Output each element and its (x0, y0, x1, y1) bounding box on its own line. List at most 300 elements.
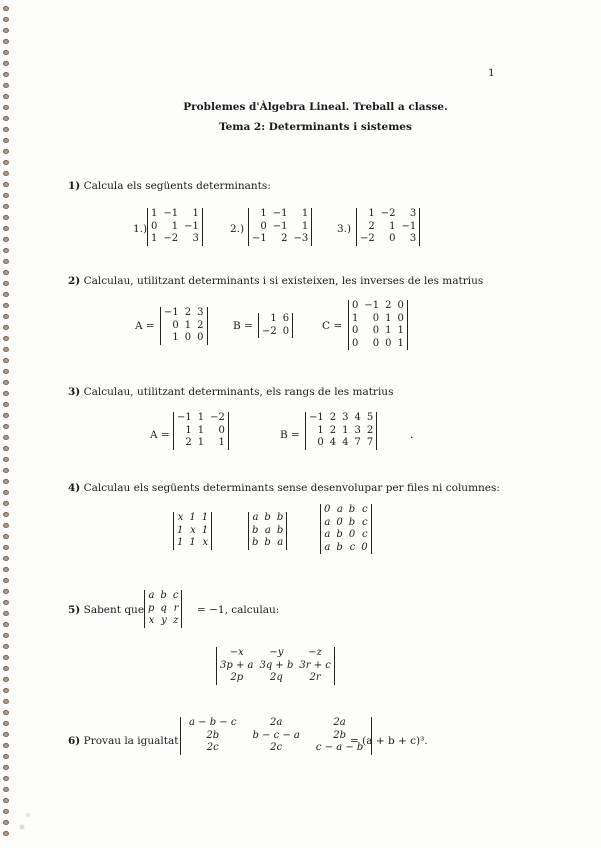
matrix-entry: b (336, 541, 343, 553)
binding-hole (3, 622, 9, 627)
matrix-entry: 1 (172, 332, 179, 343)
problem-3-end: . (410, 429, 414, 441)
problem-3-matrix-B (305, 412, 377, 450)
matrix-entry: b (276, 524, 284, 536)
binding-hole (3, 567, 9, 572)
matrix-entry: b (336, 529, 343, 540)
binding-hole (3, 644, 9, 649)
matrix-row (349, 300, 408, 313)
matrix-entry: 2a (333, 717, 346, 728)
binding-hole (3, 160, 9, 165)
matrix-entry: q (160, 602, 167, 614)
problem-4-text: Calculau els següents determinants sense desenvolupar per files ni columnes: (83, 482, 500, 494)
det-matrix (248, 512, 287, 550)
binding-hole (3, 94, 9, 99)
page-title: Problemes d'Àlgebra Lineal. Treball a classe. (183, 101, 448, 113)
matrix-row (148, 221, 203, 234)
binding-hole (3, 50, 9, 55)
matrix-entry: −2 (380, 208, 396, 219)
binding-hole (3, 347, 9, 352)
matrix-entry: 0 (348, 529, 356, 540)
matrix-row (357, 233, 420, 246)
problem-6-det (180, 717, 372, 755)
matrix-entry: 1 (260, 208, 267, 219)
binding-hole (3, 446, 9, 451)
matrix-entry: −y (269, 647, 284, 658)
matrix-row (217, 660, 335, 673)
matrix-entry: z (173, 615, 179, 626)
matrix-entry: −z (308, 647, 322, 658)
problem-6-text: Provau la igualtat (83, 735, 179, 747)
matrix-entry: 0 (397, 312, 404, 324)
matrix-entry: 2b (333, 729, 346, 741)
matrix-entry: 1 (301, 208, 309, 219)
matrix-row (321, 517, 372, 530)
binding-hole (3, 226, 9, 231)
matrix-row (249, 537, 287, 550)
matrix-row (349, 313, 408, 326)
binding-hole (3, 534, 9, 539)
matrix-entry: x (190, 524, 196, 536)
matrix-entry: −2 (210, 412, 225, 423)
problem-4-det-2 (248, 512, 287, 550)
matrix-entry: b − c − a (252, 729, 300, 741)
problem-4-heading (68, 482, 500, 494)
det-matrix (248, 208, 312, 246)
matrix-entry: 0 (218, 424, 225, 436)
matrix-entry: 1 (189, 537, 196, 548)
binding-hole (3, 512, 9, 517)
matrix-entry: c (349, 541, 356, 553)
matrix-entry: 2 (197, 319, 204, 331)
binding-hole (3, 28, 9, 33)
matrix-entry: 0 (282, 325, 290, 337)
matrix-row (174, 437, 229, 450)
problem-2-C-label: C = (322, 320, 343, 332)
binding-hole (3, 787, 9, 792)
matrix-entry: 3p + a (220, 659, 254, 671)
problem-6-result: = (a + b + c)³. (350, 735, 428, 747)
binding-hole (3, 600, 9, 605)
problem-4-number: 4) (68, 482, 81, 494)
paren-matrix (305, 412, 377, 450)
binding-hole (3, 259, 9, 264)
matrix-entry: 2c (270, 742, 283, 753)
matrix-row (181, 730, 372, 743)
problem-3-A-label: A = (150, 429, 170, 441)
matrix-entry: b (264, 537, 271, 548)
matrix-entry: 1 (270, 313, 277, 324)
matrix-entry: 2 (184, 307, 192, 318)
matrix-entry: 1 (385, 312, 392, 324)
matrix-entry: a (336, 504, 343, 515)
matrix-row (259, 326, 293, 339)
matrix-entry: c (172, 590, 179, 601)
binding-hole (3, 314, 9, 319)
problem-3-text: Calculau, utilitzant determinants, els rangs de les matrius (83, 386, 394, 398)
matrix-entry: 4 (354, 412, 361, 423)
matrix-entry: 4 (342, 437, 349, 448)
matrix-entry: 0 (197, 332, 204, 343)
matrix-row (321, 529, 372, 542)
matrix-entry: 0 (184, 332, 192, 343)
matrix-entry: x (177, 512, 184, 523)
binding-hole (3, 523, 9, 528)
matrix-row (181, 742, 372, 755)
binding-hole (3, 611, 9, 616)
binding-hole (3, 369, 9, 374)
binding-hole (3, 17, 9, 22)
matrix-entry: a (324, 541, 331, 553)
matrix-entry: p (148, 602, 155, 614)
matrix-entry: 1 (192, 208, 199, 219)
matrix-entry: 5 (366, 412, 374, 423)
matrix-entry: y (161, 615, 167, 626)
matrix-row (259, 313, 293, 326)
matrix-entry: 0 (397, 300, 404, 311)
problem-1-det-2 (248, 208, 312, 246)
binding-hole (3, 490, 9, 495)
matrix-entry: 0 (336, 516, 343, 528)
problem-1-label-3: 3.) (337, 223, 352, 235)
matrix-entry: 0 (352, 337, 359, 349)
matrix-entry: b (252, 537, 259, 548)
matrix-entry: −2 (360, 233, 375, 244)
matrix-entry: 2 (385, 300, 392, 311)
paren-matrix (173, 412, 229, 450)
binding-hole (3, 435, 9, 440)
matrix-entry: b (252, 524, 259, 536)
matrix-entry: 2c (206, 742, 219, 753)
matrix-row (148, 208, 203, 221)
matrix-entry: 1 (218, 437, 225, 448)
binding-hole (3, 72, 9, 77)
problem-5-heading (68, 604, 144, 616)
binding-hole (3, 171, 9, 176)
matrix-entry: 0 (317, 437, 324, 448)
matrix-entry: 1 (201, 512, 209, 523)
matrix-row (217, 672, 335, 685)
binding-hole (3, 633, 9, 638)
binding-hole (3, 83, 9, 88)
binding-hole (3, 248, 9, 253)
binding-hole (3, 677, 9, 682)
matrix-entry: 2b (206, 729, 220, 741)
binding-hole (3, 556, 9, 561)
matrix-entry: 2r (309, 672, 321, 683)
matrix-entry: 0 (352, 300, 359, 311)
problem-1-label-1: 1.) (133, 223, 148, 235)
binding-hole (3, 798, 9, 803)
matrix-entry: 0 (361, 541, 368, 553)
binding-hole (3, 479, 9, 484)
matrix-entry: −1 (309, 412, 324, 423)
matrix-entry: 1 (385, 325, 392, 336)
matrix-row (349, 338, 408, 351)
matrix-entry: 7 (366, 437, 374, 448)
matrix-row (145, 603, 182, 616)
det-matrix (173, 512, 212, 550)
matrix-row (249, 512, 287, 525)
problem-1-det-3 (356, 208, 420, 246)
matrix-entry: 2 (329, 412, 337, 423)
matrix-entry: 0 (352, 325, 359, 336)
binding-hole (3, 138, 9, 143)
paren-matrix (348, 300, 408, 350)
det-matrix (180, 717, 372, 755)
matrix-entry: −1 (252, 233, 267, 244)
binding-hole (3, 699, 9, 704)
matrix-entry: 1 (197, 412, 205, 423)
binding-hole (3, 809, 9, 814)
matrix-entry: 1 (197, 437, 205, 448)
matrix-entry: −1 (401, 220, 417, 232)
matrix-entry: b (348, 516, 356, 528)
matrix-entry: −1 (177, 412, 192, 423)
matrix-row (306, 425, 377, 438)
matrix-entry: a − b − c (189, 717, 237, 728)
problem-6-heading (68, 735, 178, 747)
matrix-row (174, 412, 229, 425)
det-matrix (147, 208, 203, 246)
matrix-entry: c − a − b (315, 742, 364, 753)
binding-hole (3, 336, 9, 341)
binding-hole (3, 765, 9, 770)
binding-hole (3, 820, 9, 825)
matrix-entry: 1 (301, 220, 309, 232)
matrix-entry: 2 (368, 220, 375, 232)
binding-hole (3, 358, 9, 363)
matrix-entry: 1 (185, 424, 192, 436)
matrix-entry: a (324, 516, 331, 528)
problem-3-matrix-A (173, 412, 229, 450)
matrix-entry: 2 (366, 424, 374, 436)
matrix-entry: 0 (324, 504, 331, 515)
binding-hole (3, 721, 9, 726)
problem-2-text: Calculau, utilitzant determinants i si existeixen, les inverses de les matrius (83, 275, 484, 287)
matrix-entry: 1 (151, 208, 158, 219)
matrix-entry: 3 (342, 412, 349, 423)
problem-1-number: 1) (68, 180, 81, 192)
matrix-row (145, 615, 182, 628)
matrix-row (321, 504, 372, 517)
matrix-entry: −1 (364, 300, 380, 311)
matrix-entry: x (202, 537, 209, 548)
binding-hole (3, 204, 9, 209)
binding-hole (3, 292, 9, 297)
matrix-entry: c (361, 516, 368, 528)
binding-hole (3, 281, 9, 286)
matrix-row (249, 233, 312, 246)
matrix-entry: 1 (389, 220, 396, 232)
matrix-entry: 0 (372, 325, 380, 336)
binding-hole (3, 237, 9, 242)
binding-hole (3, 457, 9, 462)
binding-hole (3, 39, 9, 44)
matrix-row (349, 325, 408, 338)
problem-2-matrix-C (348, 300, 408, 350)
binding-hole (3, 831, 9, 836)
matrix-entry: −1 (163, 208, 179, 219)
binding-hole (3, 666, 9, 671)
matrix-entry: 1 (342, 424, 349, 436)
det-matrix (144, 590, 182, 628)
matrix-entry: −1 (184, 220, 199, 232)
matrix-row (321, 542, 372, 555)
matrix-entry: 6 (282, 313, 290, 324)
matrix-entry: x (148, 615, 155, 626)
problem-4-det-3 (320, 504, 372, 554)
matrix-entry: 0 (372, 312, 380, 324)
binding-hole (3, 182, 9, 187)
binding-hole (3, 380, 9, 385)
matrix-entry: c (361, 529, 368, 540)
matrix-row (145, 590, 182, 603)
matrix-entry: a (252, 512, 259, 523)
det-matrix (356, 208, 420, 246)
paren-matrix (258, 313, 293, 338)
binding-hole (3, 468, 9, 473)
binding-hole (3, 501, 9, 506)
matrix-entry: 2q (270, 672, 283, 683)
matrix-entry: 2p (230, 672, 244, 683)
matrix-entry: 2 (281, 233, 288, 244)
matrix-row (249, 221, 312, 234)
binding-hole (3, 303, 9, 308)
binding-hole (3, 270, 9, 275)
binding-hole (3, 589, 9, 594)
problem-1-text: Calcula els següents determinants: (83, 180, 271, 192)
matrix-entry: −3 (293, 233, 309, 244)
matrix-entry: 1 (197, 424, 205, 436)
matrix-row (306, 412, 377, 425)
matrix-entry: 0 (372, 337, 380, 349)
problem-1-heading (68, 180, 271, 192)
matrix-entry: 2a (269, 717, 283, 728)
matrix-row (174, 425, 229, 438)
binding-hole (3, 655, 9, 660)
matrix-entry: 2 (329, 424, 337, 436)
matrix-entry: 1 (397, 337, 404, 349)
matrix-row (357, 221, 420, 234)
problem-2-matrix-B (258, 313, 293, 338)
matrix-entry: 3q + b (259, 659, 294, 671)
matrix-entry: −1 (272, 220, 288, 232)
binding-hole (3, 61, 9, 66)
binding-hole (3, 743, 9, 748)
page-subtitle: Tema 2: Determinants i sistemes (219, 121, 412, 133)
matrix-entry: −1 (164, 307, 179, 318)
matrix-entry: 1 (317, 424, 324, 436)
matrix-entry: 1 (184, 319, 192, 331)
binding-hole (3, 325, 9, 330)
matrix-entry: 1 (352, 312, 359, 324)
binding-hole (3, 413, 9, 418)
matrix-row (148, 233, 203, 246)
problem-5-given-det (144, 590, 182, 628)
problem-2-A-label: A = (135, 320, 155, 332)
matrix-entry: 1 (151, 233, 158, 244)
problem-2-B-label: B = (233, 320, 253, 332)
problem-6-number: 6) (68, 735, 81, 747)
matrix-entry: 7 (354, 437, 361, 448)
matrix-row (217, 647, 335, 660)
binding-hole (3, 732, 9, 737)
binding-hole (3, 545, 9, 550)
matrix-entry: c (361, 504, 368, 515)
binding-hole (3, 776, 9, 781)
matrix-entry: 0 (260, 220, 267, 232)
matrix-entry: 4 (329, 437, 337, 448)
matrix-entry: −x (229, 647, 244, 658)
problem-5-det (216, 647, 335, 685)
matrix-entry: 1 (189, 512, 196, 523)
binding-hole (3, 710, 9, 715)
matrix-entry: 3 (409, 208, 417, 219)
problem-1-det-1 (147, 208, 203, 246)
matrix-row (181, 717, 372, 730)
det-matrix (216, 647, 335, 685)
matrix-entry: 1 (368, 208, 375, 219)
binding-hole (3, 149, 9, 154)
problem-1-label-2: 2.) (230, 223, 245, 235)
binding-hole (3, 6, 9, 11)
binding-hole (3, 578, 9, 583)
matrix-row (161, 307, 208, 320)
matrix-entry: a (148, 590, 155, 601)
binding-hole (3, 402, 9, 407)
matrix-row (174, 525, 212, 538)
binding-hole (3, 424, 9, 429)
matrix-entry: 1 (397, 325, 404, 336)
binding-hole (3, 391, 9, 396)
problem-3-heading (68, 386, 393, 398)
matrix-entry: b (348, 504, 356, 515)
problem-2-number: 2) (68, 275, 81, 287)
matrix-entry: 0 (389, 233, 396, 244)
matrix-entry: 2 (185, 437, 192, 448)
matrix-row (174, 537, 212, 550)
matrix-row (306, 437, 377, 450)
problem-5-number: 5) (68, 604, 81, 616)
matrix-entry: a (264, 524, 271, 536)
matrix-row (174, 512, 212, 525)
paren-matrix (160, 307, 208, 345)
matrix-row (249, 208, 312, 221)
binding-hole (3, 754, 9, 759)
matrix-entry: 1 (177, 524, 184, 536)
problem-3-B-label: B = (280, 429, 300, 441)
matrix-entry: 0 (172, 319, 179, 331)
problem-4-det-1 (173, 512, 212, 550)
matrix-entry: 1 (171, 220, 179, 232)
page-number: 1 (488, 67, 495, 79)
matrix-entry: b (264, 512, 271, 523)
matrix-entry: 3 (197, 307, 204, 318)
matrix-entry: −1 (272, 208, 288, 219)
matrix-entry: b (276, 512, 284, 523)
matrix-row (249, 525, 287, 538)
scan-smudge (10, 803, 40, 843)
matrix-entry: a (277, 537, 284, 548)
matrix-entry: −2 (163, 233, 179, 244)
matrix-entry: 1 (177, 537, 184, 548)
matrix-row (161, 332, 208, 345)
matrix-row (357, 208, 420, 221)
problem-5-text: Sabent que (83, 604, 145, 616)
matrix-row (161, 320, 208, 333)
matrix-entry: 3r + c (299, 659, 331, 671)
